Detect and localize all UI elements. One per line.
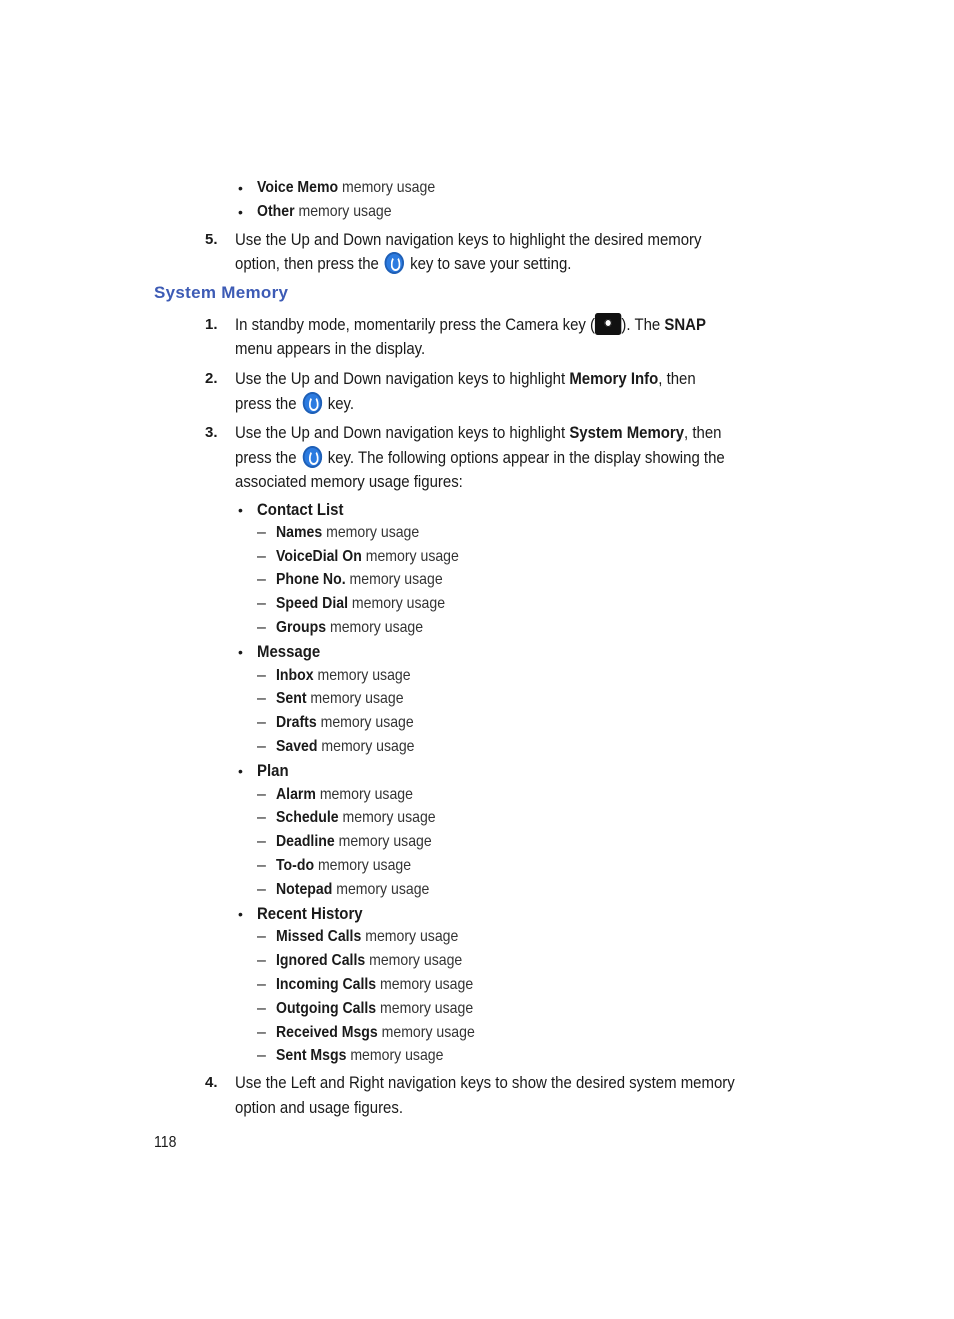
dash-marker: – <box>257 786 266 803</box>
item-label: Names <box>276 524 323 541</box>
item-desc: memory usage <box>361 928 459 945</box>
step-text-part: key. <box>327 394 355 413</box>
step-number: 2. <box>205 370 218 387</box>
item-desc: memory usage <box>306 690 404 707</box>
bullet-dot: • <box>238 502 243 518</box>
dash-marker: – <box>257 1024 266 1041</box>
step-text-part: key to save your setting. <box>410 254 572 273</box>
step-text-part: press the <box>235 394 297 413</box>
step-text-part: Use the Up and Down navigation keys to highlight <box>235 423 570 442</box>
camera-key-icon <box>595 313 621 335</box>
item-desc: memory usage <box>365 952 463 969</box>
dash-marker: – <box>257 738 266 755</box>
item-label: Groups <box>276 619 327 636</box>
item-label: Missed Calls <box>276 928 362 945</box>
list-item <box>276 997 473 1021</box>
step-number: 4. <box>205 1074 218 1091</box>
dash-marker: – <box>257 952 266 969</box>
step-text-part: , then <box>684 423 722 442</box>
step-text-part: key. The following options appear in the display showing the <box>327 448 725 467</box>
group-title: Contact List <box>257 500 344 519</box>
list-item <box>276 806 436 830</box>
dash-marker: – <box>257 1000 266 1017</box>
ok-key-icon <box>302 392 321 414</box>
menu-name: Memory Info <box>569 369 659 388</box>
item-label: Alarm <box>276 786 316 803</box>
dash-marker: – <box>257 571 266 588</box>
item-label: Drafts <box>276 714 317 731</box>
step-text-part: ). The <box>621 315 665 334</box>
step-text: Use the Left and Right navigation keys to show the desired system memory <box>235 1073 735 1092</box>
dash-marker: – <box>257 1047 266 1064</box>
bullet-dot: • <box>238 763 243 779</box>
item-label: Phone No. <box>276 571 346 588</box>
menu-name: System Memory <box>569 423 685 442</box>
list-item <box>276 1044 443 1068</box>
dash-marker: – <box>257 667 266 684</box>
step-text <box>235 446 725 470</box>
step-text: option and usage figures. <box>235 1098 404 1117</box>
item-desc: memory usage <box>338 809 436 826</box>
item-label: Incoming Calls <box>276 976 377 993</box>
item-label: Voice Memo <box>257 179 339 196</box>
group-title: Message <box>257 642 321 661</box>
item-desc: memory usage <box>294 203 392 220</box>
bullet-dot: • <box>238 644 243 660</box>
item-desc: memory usage <box>316 714 414 731</box>
list-item <box>276 521 419 545</box>
step-text: associated memory usage figures: <box>235 472 463 491</box>
item-desc: memory usage <box>317 738 415 755</box>
list-item <box>276 830 432 854</box>
dash-marker: – <box>257 690 266 707</box>
dash-marker: – <box>257 548 266 565</box>
item-label: Schedule <box>276 809 339 826</box>
step-text <box>235 421 722 445</box>
step-text: menu appears in the display. <box>235 339 426 358</box>
list-item <box>276 925 458 949</box>
item-desc: memory usage <box>326 619 424 636</box>
list-item <box>257 200 392 224</box>
page-number: 118 <box>154 1134 177 1151</box>
item-label: Ignored Calls <box>276 952 366 969</box>
dash-marker: – <box>257 595 266 612</box>
menu-name: SNAP <box>664 315 706 334</box>
item-label: Outgoing Calls <box>276 1000 377 1017</box>
item-desc: memory usage <box>346 1047 444 1064</box>
list-item <box>276 545 459 569</box>
list-item <box>276 1021 475 1045</box>
item-label: Sent Msgs <box>276 1047 347 1064</box>
item-label: VoiceDial On <box>276 548 362 565</box>
list-item <box>276 592 445 616</box>
dash-marker: – <box>257 524 266 541</box>
item-desc: memory usage <box>314 857 412 874</box>
list-item <box>276 664 411 688</box>
step-text <box>235 392 354 416</box>
step-number: 5. <box>205 231 218 248</box>
list-item <box>276 854 411 878</box>
dash-marker: – <box>257 809 266 826</box>
item-desc: memory usage <box>376 976 474 993</box>
item-desc: memory usage <box>338 179 436 196</box>
item-label: Other <box>257 203 295 220</box>
list-item <box>276 783 413 807</box>
step-text-part: In standby mode, momentarily press the Camera key ( <box>235 315 596 334</box>
bullet-dot: • <box>238 906 243 922</box>
dash-marker: – <box>257 881 266 898</box>
item-desc: memory usage <box>347 595 446 612</box>
bullet-dot: • <box>238 204 243 220</box>
step-text-part: option, then press the <box>235 254 379 273</box>
item-label: Sent <box>276 690 307 707</box>
list-item <box>276 949 462 973</box>
step-text <box>235 313 706 337</box>
dash-marker: – <box>257 928 266 945</box>
item-desc: memory usage <box>334 833 432 850</box>
item-label: Deadline <box>276 833 335 850</box>
step-number: 3. <box>205 424 218 441</box>
item-label: Received Msgs <box>276 1024 378 1041</box>
step-text <box>235 367 696 391</box>
list-item <box>276 687 404 711</box>
item-label: Inbox <box>276 667 314 684</box>
dash-marker: – <box>257 833 266 850</box>
section-title: System Memory <box>154 283 289 302</box>
item-desc: memory usage <box>315 786 413 803</box>
item-label: Saved <box>276 738 318 755</box>
step-number: 1. <box>205 316 218 333</box>
dash-marker: – <box>257 714 266 731</box>
item-desc: memory usage <box>345 571 443 588</box>
group-title: Recent History <box>257 904 363 923</box>
list-item <box>276 568 443 592</box>
item-label: Speed Dial <box>276 595 348 612</box>
step-text-part: , then <box>658 369 696 388</box>
group-title: Plan <box>257 761 289 780</box>
bullet-dot: • <box>238 180 243 196</box>
list-item <box>276 973 473 997</box>
dash-marker: – <box>257 619 266 636</box>
list-item <box>276 711 414 735</box>
step-text-part: press the <box>235 448 297 467</box>
dash-marker: – <box>257 857 266 874</box>
item-label: To-do <box>276 857 315 874</box>
step-text <box>235 252 571 276</box>
list-item <box>276 878 429 902</box>
ok-key-icon <box>385 252 404 274</box>
item-desc: memory usage <box>377 1024 475 1041</box>
item-desc: memory usage <box>376 1000 474 1017</box>
ok-key-icon <box>302 446 321 468</box>
item-desc: memory usage <box>313 667 411 684</box>
dash-marker: – <box>257 976 266 993</box>
list-item <box>257 176 435 200</box>
list-item <box>276 735 415 759</box>
step-text-part: Use the Up and Down navigation keys to highlight <box>235 369 570 388</box>
item-label: Notepad <box>276 881 333 898</box>
list-item <box>276 616 423 640</box>
step-text: Use the Up and Down navigation keys to highlight the desired memory <box>235 230 702 249</box>
item-desc: memory usage <box>322 524 420 541</box>
item-desc: memory usage <box>332 881 430 898</box>
item-desc: memory usage <box>361 548 459 565</box>
